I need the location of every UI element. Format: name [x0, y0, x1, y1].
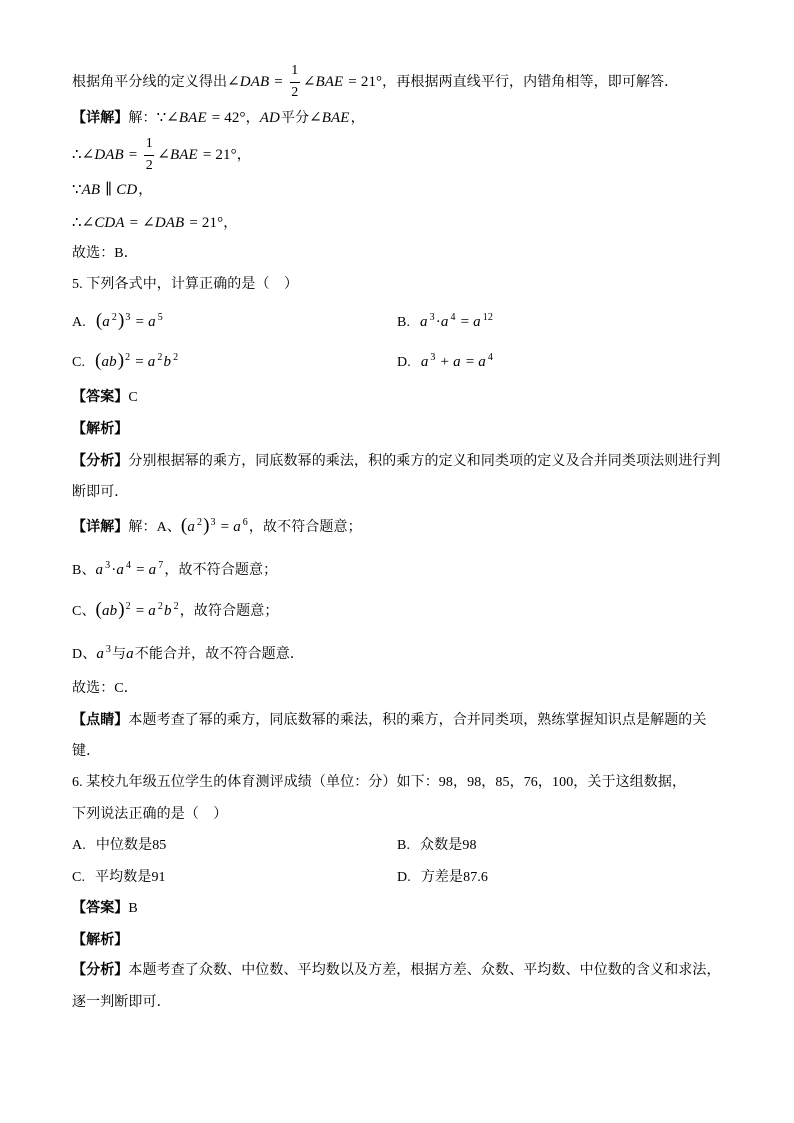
fraction — [144, 136, 154, 173]
math-variable: BAE — [178, 110, 207, 126]
fraction — [290, 63, 300, 100]
math-variable: a — [187, 519, 195, 535]
math-symbol: ∠ — [227, 74, 240, 90]
math-operator: = — [348, 74, 357, 90]
detail-line — [72, 517, 362, 537]
math-variable: ab — [101, 603, 118, 619]
analysis-line — [72, 452, 721, 472]
math-variable: AB — [81, 182, 101, 198]
math-operator: = — [128, 147, 138, 163]
text-run: ， — [138, 183, 153, 198]
math-variable: a — [453, 354, 461, 370]
option-a — [72, 312, 164, 332]
option-c — [72, 352, 179, 372]
math-parenthesis: ( — [95, 310, 103, 331]
solution-step-line — [72, 180, 152, 200]
math-variable: a — [148, 314, 156, 330]
section-tag: 【详解】 — [72, 111, 129, 126]
comment-line — [72, 742, 100, 762]
math-operator: = — [211, 110, 221, 126]
math-variable: BAE — [170, 147, 198, 163]
text-run: ，故不符合题意； — [248, 520, 362, 535]
math-variable: DAB — [154, 215, 185, 231]
exponent: 2 — [125, 601, 131, 612]
text-run: 下列说法正确的是（ ） — [72, 807, 228, 822]
section-tag: 【点睛】 — [72, 713, 129, 728]
section-tag: 【分析】 — [72, 963, 129, 978]
math-variable: a — [478, 354, 486, 370]
fraction-numerator: 1 — [291, 63, 299, 78]
math-operator: = — [129, 215, 139, 231]
math-variable: a — [233, 519, 241, 535]
exponent: 3 — [125, 312, 131, 323]
option-label: B. — [397, 838, 411, 853]
math-operator: = — [220, 519, 230, 535]
math-variable: a — [148, 562, 157, 578]
text-run: 5. 下列各式中，计算正确的是（ ） — [72, 277, 299, 292]
text-run: B、 — [72, 563, 96, 578]
exponent: 3 — [210, 517, 216, 528]
text-run: ， — [236, 148, 251, 163]
option-c — [72, 868, 166, 888]
math-variable: a — [147, 354, 156, 370]
text-run: 平均数是91 — [95, 870, 166, 885]
math-variable: a — [420, 354, 429, 370]
math-operator: = — [465, 354, 475, 370]
math-symbol: ∠ — [309, 110, 322, 126]
math-variable: a — [440, 314, 449, 330]
fraction-denominator: 2 — [291, 85, 299, 100]
choice-line — [72, 679, 138, 699]
fraction-numerator: 1 — [145, 136, 153, 151]
section-tag: 【答案】 — [72, 390, 129, 405]
math-parenthesis: ) — [117, 350, 125, 371]
text-run: 中位数是85 — [95, 838, 167, 853]
math-parenthesis: ( — [95, 599, 102, 620]
math-parenthesis: ) — [203, 515, 210, 536]
math-symbol: · — [435, 314, 441, 330]
detail-line — [72, 644, 304, 664]
math-operator: + — [440, 354, 450, 370]
math-symbol: ∠ — [142, 215, 155, 231]
option-label: D. — [397, 870, 411, 885]
text-run: ，故不符合题意； — [164, 563, 278, 578]
math-parenthesis: ( — [180, 515, 188, 536]
exponent: 2 — [125, 352, 131, 363]
detail-line — [72, 601, 278, 621]
math-variable: DAB — [94, 147, 124, 163]
answer-line — [72, 899, 138, 919]
math-symbol: · — [111, 562, 117, 578]
text-run: 众数是98 — [420, 838, 477, 853]
choice-line — [72, 244, 138, 264]
analysis-line — [72, 483, 128, 503]
analysis-heading — [72, 931, 128, 951]
section-tag: 【解析】 — [72, 422, 129, 437]
section-tag: 【答案】 — [72, 901, 129, 916]
option-label: C. — [72, 355, 86, 370]
text-run: 断即可． — [72, 485, 129, 500]
text-run: 平分 — [280, 111, 310, 126]
math-variable: CDA — [94, 215, 125, 231]
exponent: 4 — [450, 312, 456, 323]
solution-step-line — [72, 213, 237, 233]
math-variable: BAE — [315, 74, 344, 90]
text-run: 分别根据幂的乘方，同底数幂的乘法，积的乘方的定义和同类项的定义及合并同类项法则进行判 — [128, 454, 721, 469]
math-variable: a — [96, 646, 104, 662]
math-symbol: 21° — [201, 215, 224, 231]
text-run: C、 — [72, 604, 96, 619]
math-variable: ab — [101, 354, 117, 370]
option-b — [397, 312, 494, 332]
text-run: C — [128, 390, 138, 405]
math-variable: CD — [116, 182, 138, 198]
text-run: B — [128, 901, 138, 916]
solution-step-line — [72, 136, 251, 173]
math-operator: ∥ — [105, 182, 113, 198]
answer-line — [72, 388, 138, 408]
question-stem — [72, 805, 227, 825]
text-run: 本题考查了幂的乘方，同底数幂的乘法，积的乘方，合并同类项，熟练掌握知识点是解题的关 — [128, 713, 707, 728]
text-run: 方差是87.6 — [420, 870, 489, 885]
comment-line — [72, 711, 707, 731]
exponent: 2 — [111, 312, 117, 323]
math-variable: a — [116, 562, 124, 578]
exponent: 5 — [157, 312, 163, 323]
exponent: 2 — [157, 352, 163, 363]
math-operator: = — [274, 74, 283, 90]
exponent: 2 — [196, 517, 203, 528]
fraction-bar — [144, 155, 154, 156]
math-variable: a — [473, 314, 481, 330]
text-run: 解： — [128, 111, 157, 126]
math-operator: = — [202, 147, 212, 163]
exponent: 12 — [482, 312, 493, 323]
exponent: 3 — [429, 312, 435, 323]
text-run: 故选：B． — [72, 246, 138, 261]
math-variable: AD — [259, 110, 280, 126]
question-stem — [72, 275, 298, 295]
option-label: A. — [72, 315, 86, 330]
math-variable: a — [102, 314, 110, 330]
math-symbol: 21° — [360, 74, 383, 90]
option-label: C. — [72, 870, 86, 885]
math-variable: a — [420, 314, 428, 330]
text-run: 逐一判断即可． — [72, 995, 171, 1010]
math-symbol: ∠ — [302, 74, 316, 90]
exponent: 4 — [125, 560, 132, 571]
option-d — [397, 352, 494, 372]
detail-line — [72, 560, 277, 580]
text-run: ， — [350, 111, 365, 126]
analysis-line — [72, 993, 171, 1013]
exponent: 2 — [173, 352, 179, 363]
text-run: ， — [245, 111, 260, 126]
text-run: 6. 某校九年级五位学生的体育测评成绩（单位：分）如下：98，98，85，76，100，关于这组数据， — [72, 775, 687, 790]
math-variable: a — [95, 562, 104, 578]
text-run: 根据角平分线的定义得出 — [72, 75, 228, 90]
math-operator: = — [189, 215, 198, 231]
fraction-denominator: 2 — [145, 158, 153, 173]
exponent: 2 — [173, 601, 179, 612]
math-operator: = — [135, 354, 144, 370]
math-operator: = — [135, 603, 145, 619]
math-symbol: ∵ — [72, 182, 82, 198]
text-run: 键． — [72, 744, 101, 759]
math-variable: b — [164, 603, 172, 619]
math-operator: = — [136, 562, 145, 578]
text-run: ，故符合题意； — [179, 604, 279, 619]
math-symbol: ∴∠ — [72, 215, 95, 231]
text-run: 故选：C． — [72, 681, 138, 696]
option-label: A. — [72, 838, 86, 853]
exponent: 2 — [157, 601, 164, 612]
math-symbol: ∵∠ — [156, 110, 179, 126]
text-run: 解：A、 — [128, 520, 181, 535]
fraction-bar — [290, 82, 300, 83]
text-run: ， — [223, 216, 238, 231]
text-run: ，再根据两直线平行，内错角相等，即可解答． — [382, 75, 679, 90]
math-variable: b — [163, 354, 172, 370]
option-label: B. — [397, 315, 411, 330]
section-tag: 【分析】 — [72, 454, 129, 469]
math-operator: = — [460, 314, 470, 330]
math-variable: a — [148, 603, 156, 619]
math-parenthesis: ( — [95, 350, 102, 371]
solution-hint-line — [72, 63, 679, 100]
exponent: 3 — [430, 352, 436, 363]
math-symbol: 42° — [224, 110, 246, 126]
solution-step-line — [72, 108, 365, 128]
text-run: D、 — [72, 647, 97, 662]
math-symbol: ∠ — [157, 147, 171, 163]
option-label: D. — [397, 355, 411, 370]
math-parenthesis: ) — [118, 599, 125, 620]
exponent: 3 — [105, 560, 111, 571]
section-tag: 【详解】 — [72, 520, 129, 535]
analysis-line — [72, 961, 721, 981]
math-parenthesis: ) — [117, 310, 125, 331]
text-run: 与 — [112, 647, 127, 662]
text-run: 不能合并，故不符合题意． — [134, 647, 304, 662]
math-symbol: 21° — [215, 147, 237, 163]
exponent: 7 — [158, 560, 164, 571]
question-stem — [72, 773, 686, 793]
option-a — [72, 836, 166, 856]
analysis-heading — [72, 420, 128, 440]
math-operator: = — [135, 314, 145, 330]
exponent: 6 — [242, 517, 248, 528]
option-b — [397, 836, 477, 856]
math-symbol: ∴∠ — [72, 147, 95, 163]
exponent: 4 — [487, 352, 493, 363]
math-variable: a — [126, 646, 134, 662]
math-variable: BAE — [321, 110, 350, 126]
section-tag: 【解析】 — [72, 933, 129, 948]
math-variable: DAB — [239, 74, 270, 90]
text-run: 本题考查了众数、中位数、平均数以及方差，根据方差、众数、平均数、中位数的含义和求法， — [128, 963, 721, 978]
option-d — [397, 868, 488, 888]
exponent: 3 — [105, 644, 112, 655]
